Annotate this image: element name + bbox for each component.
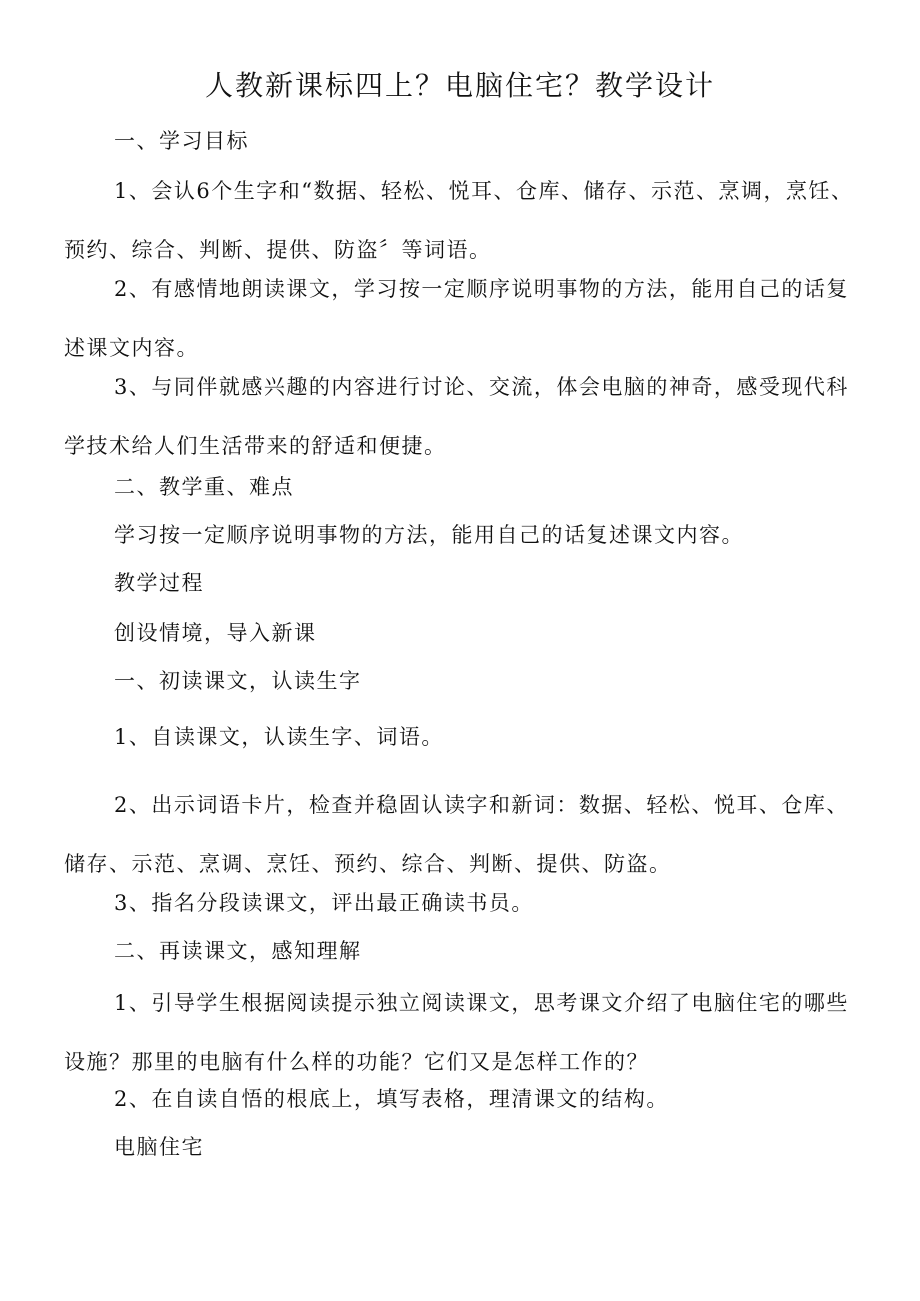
- document-title: 人教新课标四上？电脑住宅？教学设计: [204, 69, 715, 102]
- goal-item-3: 3、与同伴就感兴趣的内容进行讨论、交流，体会电脑的神奇，感受现代科学技术给人们生活带来的舒适和便捷。: [64, 375, 849, 458]
- first-reading-item-3: 3、指名分段读课文，评出最正确读书员。: [114, 891, 534, 915]
- table-caption: 电脑住宅: [114, 1135, 204, 1159]
- first-reading-item-2: 2、出示词语卡片，检查并稳固认读字和新词：数据、轻松、悦耳、仓库、储存、示范、烹调、烹饪、预约、综合、判断、提供、防盗。: [64, 793, 849, 876]
- heading-second-reading: 二、再读课文，感知理解: [114, 939, 362, 963]
- key-points-text: 学习按一定顺序说明事物的方法，能用自己的话复述课文内容。: [114, 523, 744, 547]
- heading-teaching-process: 教学过程: [114, 571, 204, 595]
- second-reading-item-2: 2、在自读自悟的根底上，填写表格，理清课文的结构。: [114, 1087, 669, 1111]
- heading-learning-goals: 一、学习目标: [114, 129, 249, 153]
- first-reading-item-1: 1、自读课文，认读生字、词语。: [114, 725, 444, 749]
- goal-item-1: 1、会认6个生字和“数据、轻松、悦耳、仓库、储存、示范、烹调，烹饪、预约、综合、判断、提供、防盗〞等词语。: [64, 179, 854, 262]
- goal-item-2: 2、有感情地朗读课文，学习按一定顺序说明事物的方法，能用自己的话复述课文内容。: [64, 277, 849, 360]
- second-reading-item-1: 1、引导学生根据阅读提示独立阅读课文，思考课文介绍了电脑住宅的哪些设施？那里的电脑有什么样的功能？它们又是怎样工作的？: [64, 991, 849, 1074]
- heading-key-points: 二、教学重、难点: [114, 475, 294, 499]
- heading-first-reading: 一、初读课文，认读生字: [114, 669, 362, 693]
- intro-text: 创设情境，导入新课: [114, 621, 317, 645]
